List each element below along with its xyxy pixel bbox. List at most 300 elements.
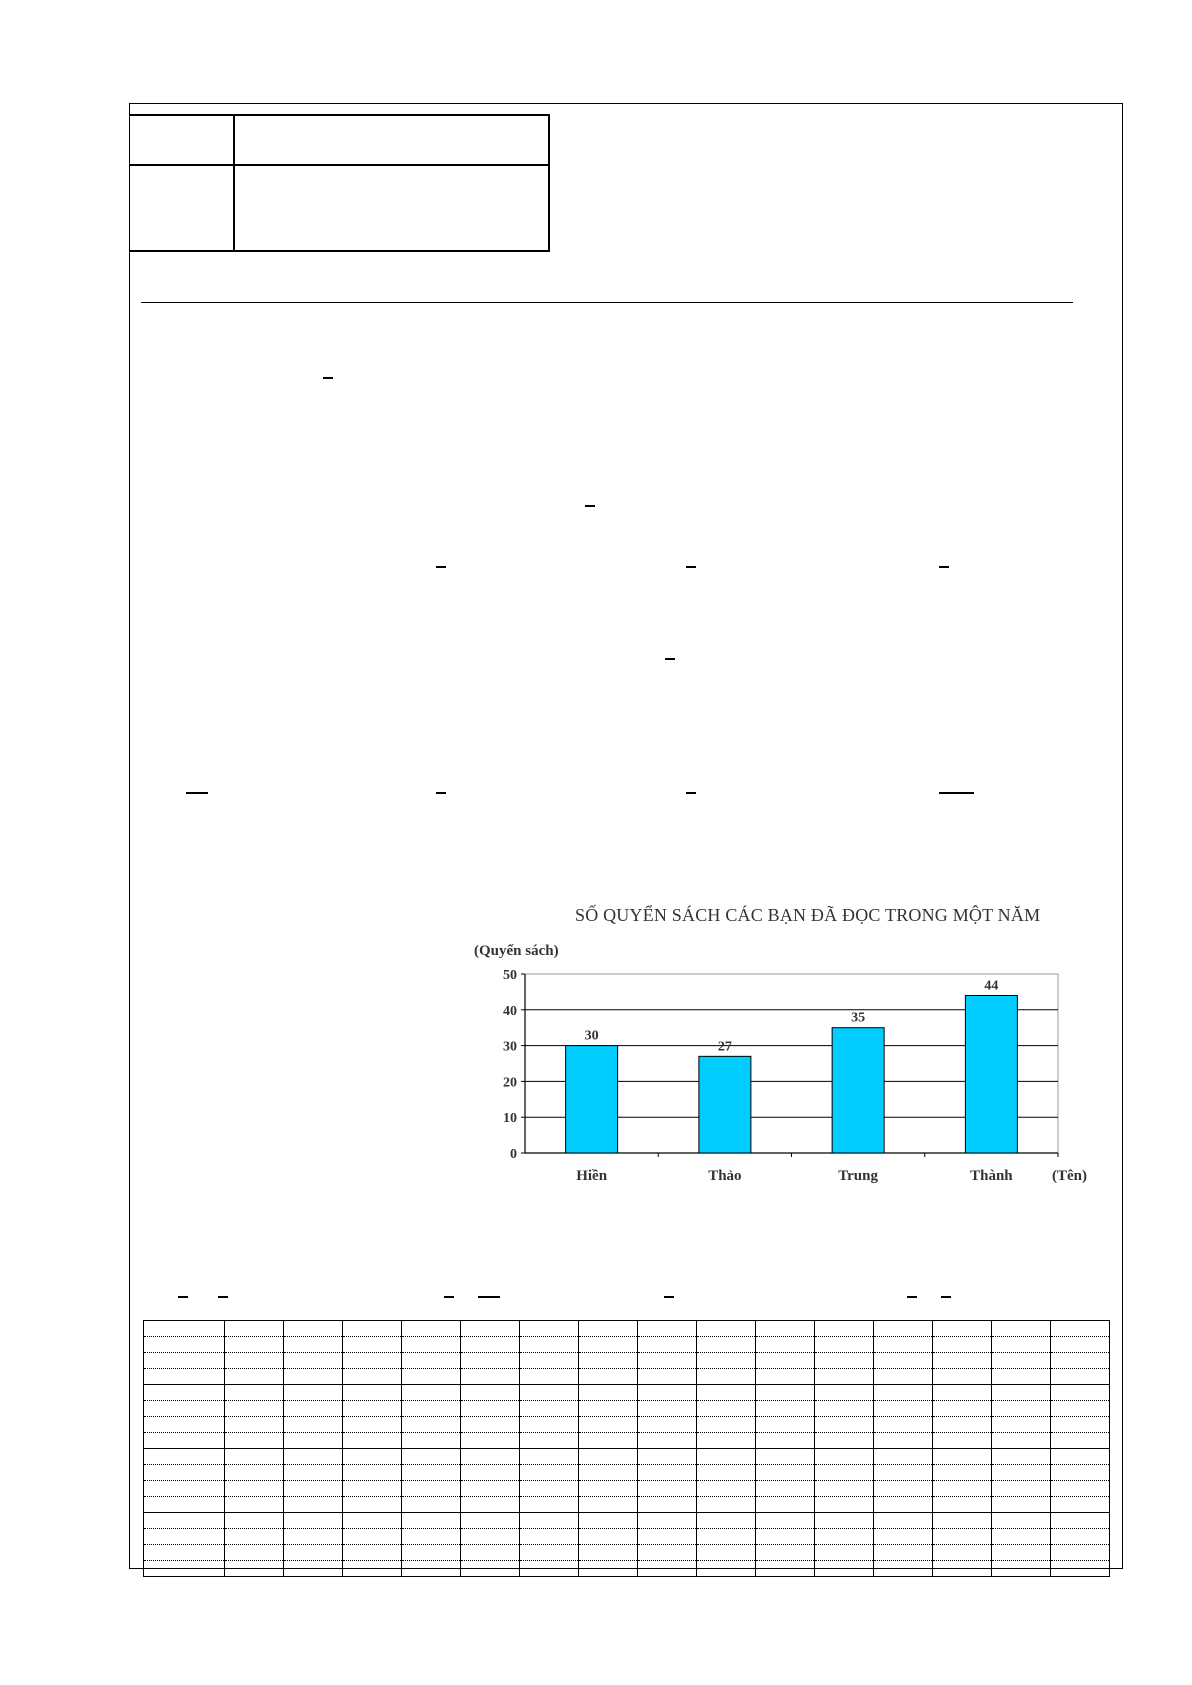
grid-cell — [144, 1401, 225, 1417]
grid-cell — [402, 1545, 461, 1561]
grid-cell — [874, 1417, 933, 1433]
grid-cell — [225, 1465, 284, 1481]
grid-cell — [933, 1353, 992, 1369]
grid-cell — [402, 1449, 461, 1465]
grid-cell — [225, 1449, 284, 1465]
grid-cell — [284, 1321, 343, 1337]
grid-cell — [815, 1545, 874, 1561]
book-chart — [474, 895, 1110, 1195]
grid-cell — [402, 1417, 461, 1433]
grid-cell — [697, 1529, 756, 1545]
grid-cell — [520, 1321, 579, 1337]
grid-cell — [992, 1481, 1051, 1497]
grid-row — [144, 1465, 1110, 1481]
grid-cell — [520, 1545, 579, 1561]
grid-cell — [402, 1433, 461, 1449]
grid-cell — [144, 1353, 225, 1369]
grid-cell — [225, 1337, 284, 1353]
grid-cell — [933, 1465, 992, 1481]
grid-cell — [815, 1417, 874, 1433]
x-tick-label: Thảo — [708, 1168, 742, 1184]
grid-cell — [638, 1561, 697, 1577]
grid-cell — [638, 1401, 697, 1417]
y-tick-label: 40 — [503, 1003, 517, 1019]
grid-cell — [520, 1561, 579, 1577]
grid-cell — [815, 1353, 874, 1369]
grid-cell — [1051, 1321, 1110, 1337]
grid-cell — [815, 1561, 874, 1577]
grid-cell — [579, 1321, 638, 1337]
grid-cell — [579, 1465, 638, 1481]
grid-cell — [815, 1337, 874, 1353]
grid-cell — [520, 1337, 579, 1353]
grid-cell — [697, 1561, 756, 1577]
grid-cell — [402, 1497, 461, 1513]
grid-cell — [144, 1545, 225, 1561]
grid-cell — [874, 1545, 933, 1561]
grid-cell — [1051, 1401, 1110, 1417]
grid-cell — [756, 1481, 815, 1497]
chart-svg — [474, 895, 1110, 1195]
x-tick-label: Trung — [838, 1168, 878, 1184]
grid-cell — [992, 1385, 1051, 1401]
grid-cell — [874, 1433, 933, 1449]
grid-cell — [461, 1385, 520, 1401]
grid-cell — [756, 1385, 815, 1401]
grid-cell — [1051, 1481, 1110, 1497]
grid-cell — [402, 1401, 461, 1417]
grid-cell — [225, 1433, 284, 1449]
grid-cell — [343, 1337, 402, 1353]
grid-cell — [144, 1385, 225, 1401]
grid-cell — [697, 1545, 756, 1561]
grid-cell — [461, 1433, 520, 1449]
grid-cell — [520, 1529, 579, 1545]
grid-cell — [343, 1561, 402, 1577]
grid-cell — [1051, 1433, 1110, 1449]
grid-cell — [402, 1465, 461, 1481]
grid-cell — [144, 1369, 225, 1385]
y-tick-label: 20 — [503, 1075, 517, 1091]
grid-cell — [461, 1497, 520, 1513]
grid-cell — [284, 1529, 343, 1545]
grid-cell — [638, 1369, 697, 1385]
fraction-bar — [323, 377, 333, 379]
grid-cell — [284, 1481, 343, 1497]
grid-cell — [992, 1337, 1051, 1353]
grid-cell — [1051, 1337, 1110, 1353]
grid-cell — [992, 1465, 1051, 1481]
grid-cell — [1051, 1369, 1110, 1385]
grid-cell — [461, 1449, 520, 1465]
grid-cell — [144, 1513, 225, 1529]
grid-cell — [284, 1401, 343, 1417]
grid-cell — [874, 1529, 933, 1545]
grid-cell — [343, 1449, 402, 1465]
grid-cell — [756, 1561, 815, 1577]
y-tick-label: 0 — [510, 1147, 517, 1162]
grid-cell — [756, 1497, 815, 1513]
grid-cell — [697, 1433, 756, 1449]
fraction-bar — [436, 792, 446, 794]
fraction-bar — [478, 1296, 500, 1298]
grid-cell — [697, 1497, 756, 1513]
x-tick-label: Thành — [970, 1168, 1013, 1184]
grid-cell — [874, 1497, 933, 1513]
grid-cell — [638, 1353, 697, 1369]
grid-cell — [815, 1385, 874, 1401]
grid-cell — [284, 1561, 343, 1577]
grid-cell — [343, 1465, 402, 1481]
grid-cell — [815, 1513, 874, 1529]
grid-cell — [461, 1561, 520, 1577]
grid-cell — [697, 1369, 756, 1385]
grid-cell — [520, 1385, 579, 1401]
grid-cell — [225, 1369, 284, 1385]
grid-cell — [520, 1417, 579, 1433]
grid-cell — [343, 1545, 402, 1561]
grid-cell — [402, 1369, 461, 1385]
grid-cell — [402, 1513, 461, 1529]
grid-cell — [638, 1321, 697, 1337]
grid-cell — [815, 1481, 874, 1497]
grid-cell — [756, 1449, 815, 1465]
grid-cell — [520, 1465, 579, 1481]
bar-thảo — [699, 1056, 751, 1153]
grid-cell — [579, 1497, 638, 1513]
grid-cell — [225, 1497, 284, 1513]
grid-row — [144, 1321, 1110, 1337]
grid-cell — [225, 1513, 284, 1529]
grid-cell — [579, 1369, 638, 1385]
grid-cell — [520, 1497, 579, 1513]
grid-cell — [579, 1529, 638, 1545]
grid-cell — [697, 1417, 756, 1433]
grid-cell — [579, 1337, 638, 1353]
grid-cell — [638, 1465, 697, 1481]
grid-cell — [343, 1529, 402, 1545]
grid-cell — [402, 1337, 461, 1353]
grid-cell — [1051, 1497, 1110, 1513]
grid-cell — [402, 1481, 461, 1497]
score-divider — [233, 116, 235, 250]
grid-cell — [697, 1353, 756, 1369]
grid-cell — [933, 1561, 992, 1577]
grid-cell — [284, 1545, 343, 1561]
grid-cell — [284, 1433, 343, 1449]
grid-cell — [874, 1465, 933, 1481]
grid-cell — [933, 1321, 992, 1337]
grid-cell — [579, 1401, 638, 1417]
grid-cell — [756, 1337, 815, 1353]
grid-cell — [461, 1417, 520, 1433]
grid-cell — [461, 1545, 520, 1561]
grid-cell — [933, 1385, 992, 1401]
grid-cell — [815, 1321, 874, 1337]
practice-grid — [143, 1320, 1110, 1577]
grid-cell — [520, 1433, 579, 1449]
fraction-bar — [939, 792, 974, 794]
grid-cell — [284, 1337, 343, 1353]
grid-cell — [579, 1545, 638, 1561]
grid-cell — [1051, 1353, 1110, 1369]
grid-cell — [579, 1417, 638, 1433]
grid-cell — [756, 1417, 815, 1433]
grid-cell — [343, 1321, 402, 1337]
grid-cell — [815, 1529, 874, 1545]
grid-cell — [520, 1353, 579, 1369]
score-box — [129, 114, 550, 252]
grid-cell — [992, 1433, 1051, 1449]
grid-row — [144, 1497, 1110, 1513]
grid-cell — [579, 1433, 638, 1449]
grid-cell — [579, 1481, 638, 1497]
grid-cell — [992, 1417, 1051, 1433]
grid-cell — [225, 1353, 284, 1369]
grid-cell — [815, 1369, 874, 1385]
data-label: 30 — [584, 1028, 599, 1044]
grid-cell — [756, 1401, 815, 1417]
grid-cell — [284, 1449, 343, 1465]
grid-cell — [284, 1513, 343, 1529]
grid-cell — [520, 1369, 579, 1385]
grid-cell — [343, 1353, 402, 1369]
grid-cell — [992, 1401, 1051, 1417]
grid-cell — [756, 1545, 815, 1561]
grid-cell — [697, 1449, 756, 1465]
grid-cell — [874, 1401, 933, 1417]
grid-cell — [579, 1561, 638, 1577]
grid-row — [144, 1513, 1110, 1529]
grid-cell — [874, 1321, 933, 1337]
bar-thành — [965, 995, 1017, 1153]
grid-cell — [343, 1513, 402, 1529]
grid-cell — [402, 1385, 461, 1401]
fraction-bar — [585, 505, 595, 507]
grid-cell — [874, 1385, 933, 1401]
grid-cell — [992, 1561, 1051, 1577]
grid-cell — [225, 1545, 284, 1561]
grid-cell — [520, 1449, 579, 1465]
grid-cell — [144, 1337, 225, 1353]
grid-cell — [815, 1449, 874, 1465]
grid-cell — [1051, 1385, 1110, 1401]
bar-hiền — [566, 1046, 618, 1153]
grid-cell — [520, 1513, 579, 1529]
grid-cell — [461, 1481, 520, 1497]
grid-cell — [1051, 1545, 1110, 1561]
grid-cell — [756, 1465, 815, 1481]
grid-row — [144, 1433, 1110, 1449]
grid-cell — [1051, 1561, 1110, 1577]
grid-cell — [461, 1465, 520, 1481]
grid-cell — [284, 1465, 343, 1481]
grid-cell — [815, 1497, 874, 1513]
y-tick-label: 10 — [503, 1111, 517, 1127]
grid-cell — [992, 1497, 1051, 1513]
grid-cell — [579, 1385, 638, 1401]
grid-cell — [933, 1497, 992, 1513]
score-row-divider — [129, 164, 548, 166]
grid-cell — [756, 1513, 815, 1529]
data-label: 35 — [851, 1010, 866, 1026]
fraction-bar — [178, 1296, 188, 1298]
grid-cell — [815, 1433, 874, 1449]
grid-cell — [461, 1513, 520, 1529]
grid-cell — [579, 1353, 638, 1369]
grid-cell — [697, 1337, 756, 1353]
grid-cell — [144, 1529, 225, 1545]
grid-row — [144, 1369, 1110, 1385]
grid-cell — [697, 1465, 756, 1481]
grid-cell — [933, 1449, 992, 1465]
grid-cell — [874, 1353, 933, 1369]
grid-cell — [992, 1369, 1051, 1385]
fraction-bar — [686, 566, 696, 568]
grid-cell — [638, 1497, 697, 1513]
grid-row — [144, 1401, 1110, 1417]
grid-cell — [992, 1353, 1051, 1369]
grid-cell — [992, 1449, 1051, 1465]
grid-cell — [461, 1321, 520, 1337]
grid-cell — [284, 1385, 343, 1401]
grid-cell — [284, 1417, 343, 1433]
grid-cell — [815, 1465, 874, 1481]
grid-cell — [225, 1321, 284, 1337]
grid-cell — [638, 1385, 697, 1401]
x-axis-title: (Tên) — [1052, 1168, 1087, 1184]
data-label: 44 — [984, 978, 999, 994]
y-tick-label: 30 — [503, 1039, 517, 1055]
grid-cell — [756, 1529, 815, 1545]
fraction-bar — [186, 792, 208, 794]
grid-cell — [343, 1385, 402, 1401]
grid-cell — [933, 1545, 992, 1561]
grid-cell — [520, 1481, 579, 1497]
fraction-bar — [444, 1296, 454, 1298]
grid-cell — [933, 1401, 992, 1417]
grid-cell — [874, 1369, 933, 1385]
grid-row — [144, 1449, 1110, 1465]
grid-cell — [933, 1529, 992, 1545]
grid-cell — [461, 1369, 520, 1385]
grid-cell — [144, 1433, 225, 1449]
x-tick-label: Hiền — [576, 1168, 608, 1184]
grid-cell — [992, 1545, 1051, 1561]
fraction-bar — [436, 566, 446, 568]
grid-cell — [225, 1529, 284, 1545]
grid-cell — [144, 1481, 225, 1497]
grid-cell — [933, 1417, 992, 1433]
grid-cell — [638, 1433, 697, 1449]
grid-cell — [520, 1401, 579, 1417]
grid-cell — [874, 1337, 933, 1353]
grid-cell — [874, 1481, 933, 1497]
grid-cell — [638, 1513, 697, 1529]
grid-cell — [1051, 1529, 1110, 1545]
data-label: 27 — [717, 1039, 732, 1055]
grid-cell — [402, 1321, 461, 1337]
grid-cell — [144, 1417, 225, 1433]
grid-cell — [638, 1337, 697, 1353]
grid-cell — [402, 1353, 461, 1369]
grid-cell — [697, 1321, 756, 1337]
grid-cell — [697, 1401, 756, 1417]
fraction-bar — [939, 566, 949, 568]
grid-cell — [874, 1513, 933, 1529]
grid-cell — [343, 1401, 402, 1417]
fraction-bar — [665, 658, 675, 660]
grid-cell — [1051, 1417, 1110, 1433]
grid-cell — [756, 1353, 815, 1369]
grid-cell — [402, 1561, 461, 1577]
grid-cell — [933, 1481, 992, 1497]
y-tick-label: 50 — [503, 968, 517, 983]
grid-cell — [144, 1449, 225, 1465]
grid-cell — [992, 1321, 1051, 1337]
grid-cell — [874, 1561, 933, 1577]
grid-cell — [933, 1369, 992, 1385]
grid-cell — [933, 1337, 992, 1353]
grid-cell — [1051, 1465, 1110, 1481]
grid-cell — [815, 1401, 874, 1417]
grid-row — [144, 1337, 1110, 1353]
grid-cell — [284, 1369, 343, 1385]
grid-cell — [225, 1401, 284, 1417]
grid-row — [144, 1481, 1110, 1497]
grid-row — [144, 1353, 1110, 1369]
grid-cell — [461, 1401, 520, 1417]
grid-cell — [343, 1369, 402, 1385]
chart-title: SỐ QUYỂN SÁCH CÁC BẠN ĐÃ ĐỌC TRONG MỘT NĂM — [575, 905, 1041, 925]
separator-rule — [141, 302, 1073, 303]
grid-cell — [697, 1513, 756, 1529]
grid-row — [144, 1545, 1110, 1561]
grid-cell — [756, 1433, 815, 1449]
grid-cell — [144, 1465, 225, 1481]
grid-row — [144, 1385, 1110, 1401]
grid-cell — [697, 1481, 756, 1497]
grid-cell — [461, 1337, 520, 1353]
grid-cell — [638, 1481, 697, 1497]
grid-cell — [343, 1481, 402, 1497]
grid-cell — [1051, 1513, 1110, 1529]
bar-trung — [832, 1028, 884, 1153]
grid-cell — [874, 1449, 933, 1465]
fraction-bar — [686, 792, 696, 794]
y-axis-title: (Quyển sách) — [474, 943, 559, 959]
grid-cell — [343, 1417, 402, 1433]
grid-cell — [933, 1513, 992, 1529]
grid-cell — [579, 1513, 638, 1529]
grid-cell — [225, 1481, 284, 1497]
grid-cell — [992, 1513, 1051, 1529]
grid-cell — [144, 1561, 225, 1577]
grid-cell — [638, 1417, 697, 1433]
grid-row — [144, 1529, 1110, 1545]
grid-cell — [461, 1529, 520, 1545]
grid-cell — [638, 1449, 697, 1465]
grid-cell — [144, 1497, 225, 1513]
grid-row — [144, 1561, 1110, 1577]
grid-cell — [343, 1497, 402, 1513]
grid-cell — [756, 1369, 815, 1385]
fraction-bar — [941, 1296, 951, 1298]
fraction-bar — [218, 1296, 228, 1298]
grid-row — [144, 1417, 1110, 1433]
grid-cell — [933, 1433, 992, 1449]
grid-cell — [225, 1385, 284, 1401]
